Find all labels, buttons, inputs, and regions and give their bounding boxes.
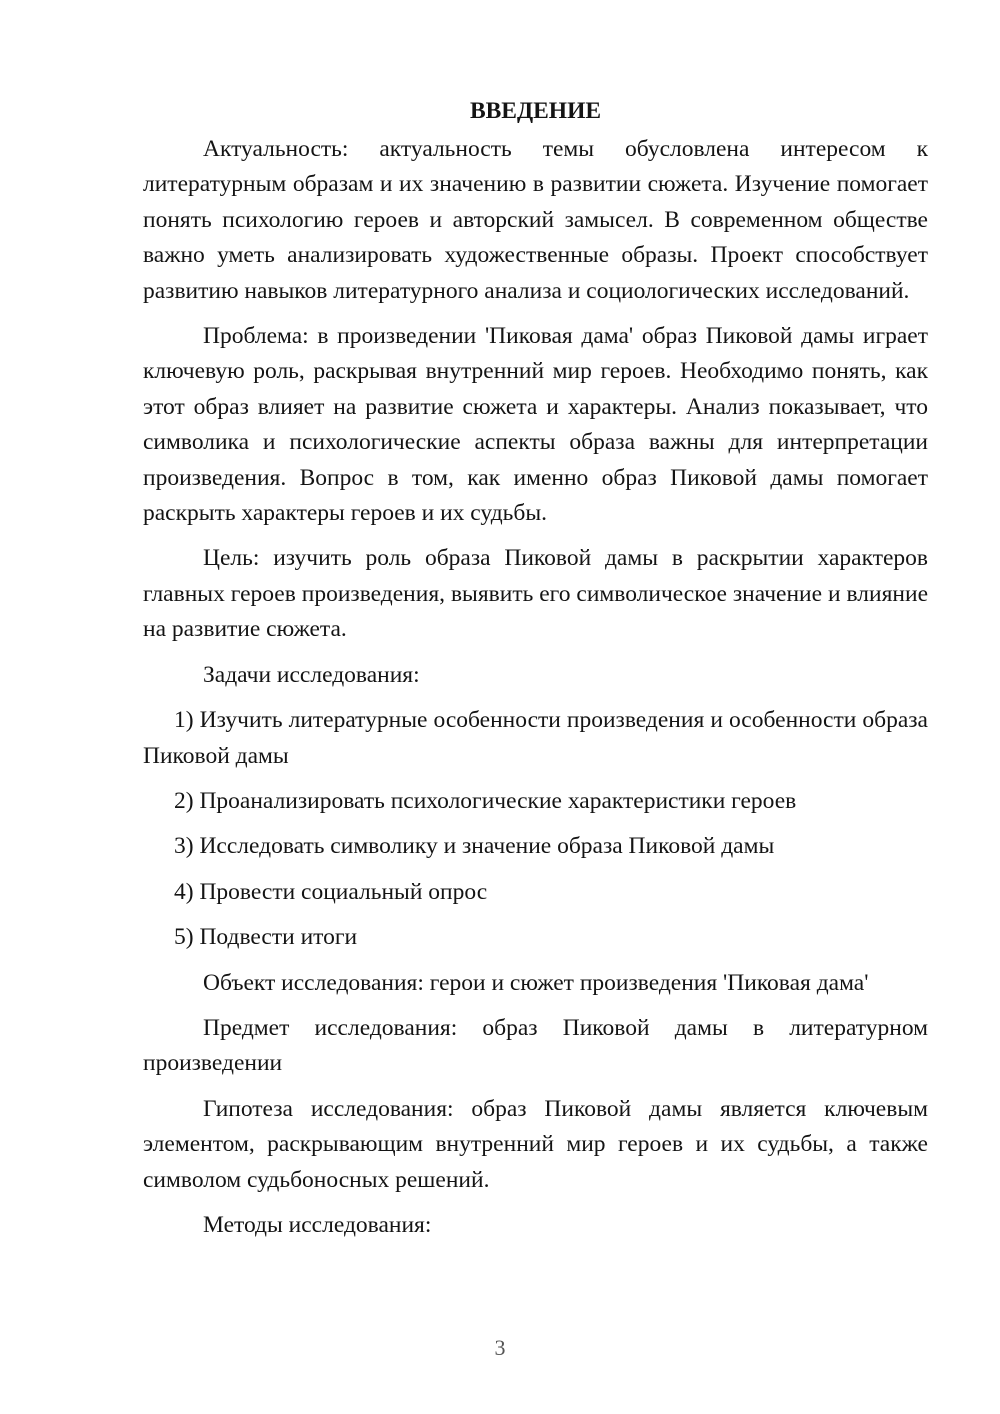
task-item: 4) Провести социальный опрос	[174, 878, 488, 905]
task-item: 5) Подвести итоги	[174, 924, 358, 951]
page-number: 3	[494, 1335, 506, 1360]
task-item: 1) Изучить литературные особенности произведения и особенности образа Пиковой дамы	[143, 707, 928, 769]
subject-paragraph: Предмет исследования: образ Пиковой дамы в литературном произведении	[143, 1014, 928, 1077]
object-paragraph: Объект исследования: герои и сюжет произведения 'Пиковая дама'	[203, 969, 869, 996]
hypothesis-paragraph: Гипотеза исследования: образ Пиковой дамы является ключевым элементом, раскрывающим внутренний мир героев и их судьбы, а также символом судьбоносных решений.	[143, 1095, 928, 1193]
document-page	[143, 96, 928, 1253]
section-title: ВВЕДЕНИЕ	[469, 98, 602, 124]
task-item: 3) Исследовать символику и значение образа Пиковой дамы	[174, 833, 775, 860]
relevance-paragraph: Актуальность: актуальность темы обусловлена интересом к литературным образам и их значению в развитии сюжета. Изучение помогает понять психологию героев и авторский замысел. В современном обществе важно уметь анализировать художественные образы. Проект способствует развитию навыков литературного анализа и социологических исследований.	[143, 136, 928, 304]
tasks-heading: Задачи исследования:	[203, 661, 420, 688]
problem-paragraph: Проблема: в произведении 'Пиковая дама' образ Пиковой дамы играет ключевую роль, раскрывая внутренний мир героев. Необходимо понять, как этот образ влияет на развитие сюжета и характеры. Анализ показывает, что символика и психологические аспекты образа важны для интерпретации произведения. Вопрос в том, как именно образ Пиковой дамы помогает раскрыть характеры героев и их судьбы.	[143, 323, 928, 527]
goal-paragraph: Цель: изучить роль образа Пиковой дамы в раскрытии характеров главных героев произведения, выявить его символическое значение и влияние на развитие сюжета.	[143, 545, 928, 643]
task-item: 2) Проанализировать психологические характеристики героев	[174, 787, 797, 814]
methods-heading: Методы исследования:	[203, 1211, 432, 1238]
